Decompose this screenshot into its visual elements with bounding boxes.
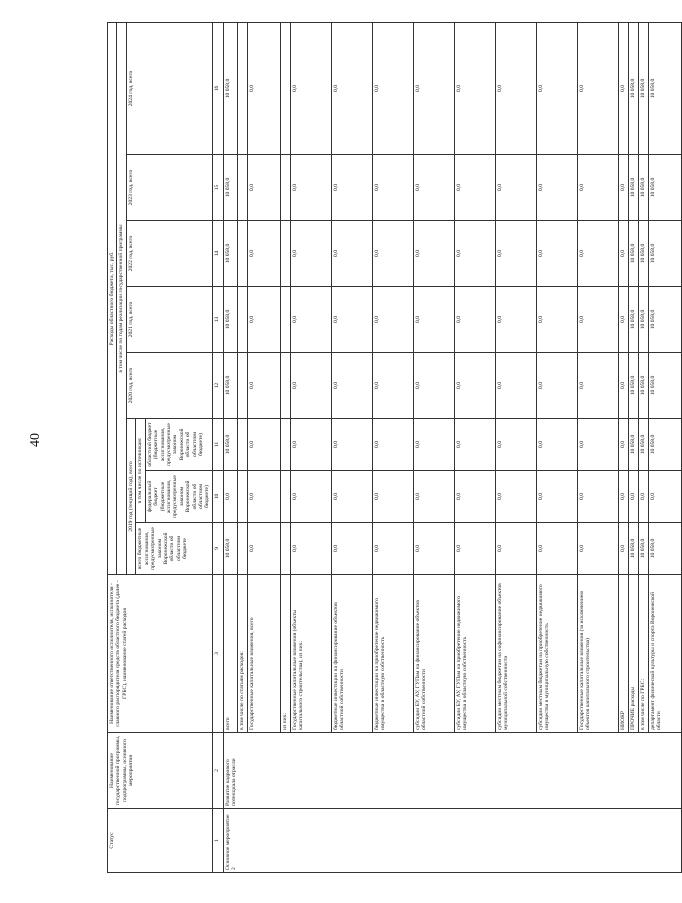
cell-value: 0,0 — [331, 471, 372, 523]
cell-value: 0,0 — [290, 353, 331, 419]
cell-value: 0,0 — [290, 523, 331, 575]
cell-value: 0,0 — [618, 155, 628, 221]
row-label: Государственные капитальные вложения, всего — [247, 575, 280, 733]
cell-value — [237, 221, 247, 287]
cell-value: 10 058,0 — [648, 523, 681, 575]
activity-name: Развитие кадрового потенциала отрасли — [223, 733, 681, 809]
cell-value: 0,0 — [495, 22, 536, 154]
cell-value: 0,0 — [577, 353, 618, 419]
cell-value: 10 058,0 — [628, 221, 638, 287]
cell-value: 0,0 — [454, 22, 495, 154]
cell-value: 10 058,0 — [638, 155, 648, 221]
cell-value: 0,0 — [618, 353, 628, 419]
cell-value — [237, 287, 247, 353]
cell-value: 0,0 — [454, 221, 495, 287]
row-label: субсидии БУ, АУ, ГУПам на финансирование объектов областной собственности — [413, 575, 454, 733]
cell-value: 0,0 — [247, 471, 280, 523]
cell-value: 0,0 — [413, 22, 454, 154]
cell-value: 0,0 — [495, 221, 536, 287]
cell-value: 0,0 — [413, 353, 454, 419]
cell-value: 0,0 — [577, 523, 618, 575]
cell-value: 10 058,0 — [628, 287, 638, 353]
cell-value: 10 058,0 — [648, 353, 681, 419]
cell-value: 0,0 — [495, 155, 536, 221]
header-expenses-caption: Расходы областного бюджета, тыс. руб. — [108, 22, 117, 574]
cell-value: 0,0 — [413, 471, 454, 523]
cell-value — [280, 353, 290, 419]
cell-value: 0,0 — [331, 22, 372, 154]
budget-table — [107, 22, 682, 873]
cell-value: 0,0 — [618, 523, 628, 575]
cell-value: 10 058,0 — [648, 22, 681, 154]
page-number: 40 — [28, 433, 43, 447]
cell-value: 0,0 — [536, 221, 577, 287]
cell-value: 10 058,0 — [648, 155, 681, 221]
cell-value: 0,0 — [372, 353, 413, 419]
cell-value: 0,0 — [628, 471, 638, 523]
cell-value: 0,0 — [247, 221, 280, 287]
cell-value: 0,0 — [247, 22, 280, 154]
cell-value: 0,0 — [648, 471, 681, 523]
header-year-2019: 2019 год (текущий год), всего — [126, 419, 135, 575]
cell-value: 0,0 — [413, 221, 454, 287]
cell-value: 0,0 — [290, 221, 331, 287]
cell-value: 0,0 — [577, 221, 618, 287]
row-label: в том числе по статьям расходов: — [237, 575, 247, 733]
cell-value: 0,0 — [372, 22, 413, 154]
cell-value: 0,0 — [495, 419, 536, 471]
cell-value: 10 058,0 — [648, 419, 681, 471]
cell-value: 0,0 — [331, 221, 372, 287]
column-number: 14 — [212, 221, 223, 287]
cell-value: 0,0 — [413, 523, 454, 575]
row-label: департамент физической культуры и спорта Воронежской области — [648, 575, 681, 733]
cell-value — [280, 221, 290, 287]
cell-value: 10 058,0 — [223, 221, 237, 287]
row-label: бюджетные инвестиции на финансирование объектов областной собственности — [331, 575, 372, 733]
cell-value: 0,0 — [618, 471, 628, 523]
cell-value — [237, 523, 247, 575]
column-number: 9 — [212, 523, 223, 575]
header-col-2023: 2023 год, всего — [126, 155, 212, 221]
row-label: из них: — [280, 575, 290, 733]
header-col-total: всего бюджетные ассигнования, предусмотренные законом Воронежской области об областном бюджете — [136, 523, 213, 575]
cell-value: 0,0 — [331, 419, 372, 471]
cell-value: 0,0 — [290, 155, 331, 221]
cell-value: 0,0 — [536, 155, 577, 221]
cell-value: 0,0 — [413, 155, 454, 221]
cell-value: 10 058,0 — [223, 155, 237, 221]
cell-value: 0,0 — [247, 523, 280, 575]
cell-value: 0,0 — [618, 22, 628, 154]
cell-value: 0,0 — [413, 287, 454, 353]
column-number: 3 — [212, 575, 223, 733]
cell-value: 10 058,0 — [638, 419, 648, 471]
cell-value: 0,0 — [454, 471, 495, 523]
header-sources-caption: в том числе по источникам: — [136, 419, 145, 523]
cell-value: 0,0 — [577, 471, 618, 523]
row-label: в том числе по ГРБС: — [638, 575, 648, 733]
cell-value — [280, 523, 290, 575]
cell-value: 10 058,0 — [223, 22, 237, 154]
cell-value — [280, 471, 290, 523]
cell-value: 0,0 — [372, 419, 413, 471]
header-executor: Наименование ответственного исполнителя, исполнителя - главного распорядителя средств областного бюджета (далее - ГРБС), наименование статей расходов — [108, 575, 213, 733]
cell-value: 10 058,0 — [638, 523, 648, 575]
cell-value: 10 058,0 — [638, 287, 648, 353]
cell-value: 0,0 — [618, 287, 628, 353]
cell-value: 10 058,0 — [223, 523, 237, 575]
row-label: всего — [223, 575, 237, 733]
header-col-federal: федеральный бюджет (бюджетные ассигнования, предусмотренные законом Воронежской области об областном бюджете) — [145, 471, 212, 523]
cell-value: 0,0 — [618, 221, 628, 287]
row-label: Государственные капитальные вложения (за исключением объектов капитального строительства) — [577, 575, 618, 733]
cell-value: 10 058,0 — [223, 353, 237, 419]
cell-value: 0,0 — [331, 353, 372, 419]
cell-value: 0,0 — [454, 155, 495, 221]
cell-value — [237, 419, 247, 471]
row-label: бюджетные инвестиции на приобретение недвижимого имущества в областную собственность — [372, 575, 413, 733]
cell-value: 0,0 — [290, 419, 331, 471]
cell-value: 0,0 — [454, 419, 495, 471]
column-number: 10 — [212, 471, 223, 523]
cell-value: 10 058,0 — [628, 155, 638, 221]
cell-value: 0,0 — [536, 523, 577, 575]
cell-value: 10 058,0 — [638, 221, 648, 287]
cell-value: 0,0 — [536, 22, 577, 154]
cell-value: 0,0 — [536, 353, 577, 419]
column-number: 13 — [212, 287, 223, 353]
activity-status: Основное мероприятие 2 — [223, 809, 681, 873]
cell-value: 0,0 — [331, 155, 372, 221]
rotated-table-sheet — [107, 23, 663, 873]
cell-value: 0,0 — [454, 353, 495, 419]
header-status: Статус — [108, 809, 213, 873]
cell-value: 0,0 — [372, 287, 413, 353]
cell-value: 0,0 — [454, 523, 495, 575]
cell-value: 10 058,0 — [628, 22, 638, 154]
header-program-name: Наименование государственной программы, подпрограммы, основного мероприятия — [108, 733, 213, 809]
cell-value: 10 058,0 — [648, 287, 681, 353]
cell-value: 0,0 — [372, 471, 413, 523]
row-label: НИОКР — [618, 575, 628, 733]
cell-value: 0,0 — [536, 287, 577, 353]
header-col-2024: 2024 год, всего — [126, 22, 212, 154]
cell-value: 0,0 — [372, 523, 413, 575]
cell-value: 0,0 — [495, 287, 536, 353]
cell-value — [237, 155, 247, 221]
cell-value: 0,0 — [247, 419, 280, 471]
cell-value — [237, 22, 247, 154]
cell-value: 0,0 — [577, 22, 618, 154]
column-number: 15 — [212, 155, 223, 221]
cell-value: 10 058,0 — [628, 419, 638, 471]
cell-value: 0,0 — [536, 471, 577, 523]
cell-value — [280, 22, 290, 154]
cell-value: 0,0 — [290, 471, 331, 523]
cell-value: 0,0 — [454, 287, 495, 353]
row-label: субсидии местным бюджетам на приобретение недвижимого имущества в муниципальную собственность — [536, 575, 577, 733]
column-number: 1 — [212, 809, 223, 873]
cell-value: 0,0 — [331, 523, 372, 575]
cell-value: 0,0 — [577, 155, 618, 221]
cell-value: 0,0 — [223, 471, 237, 523]
cell-value: 0,0 — [372, 155, 413, 221]
cell-value — [280, 287, 290, 353]
header-col-regional: областной бюджет (бюджетные ассигнования, предусмотренные законом Воронежской области об областном бюджете) — [145, 419, 212, 471]
cell-value: 10 058,0 — [223, 287, 237, 353]
column-number: 11 — [212, 419, 223, 471]
cell-value: 0,0 — [495, 523, 536, 575]
cell-value: 0,0 — [618, 419, 628, 471]
row-label: субсидии местным бюджетам на софинансирование объектов муниципальной собственности — [495, 575, 536, 733]
cell-value: 0,0 — [536, 419, 577, 471]
header-col-2021: 2021 год, всего — [126, 287, 212, 353]
cell-value: 0,0 — [413, 419, 454, 471]
cell-value — [237, 353, 247, 419]
cell-value: 0,0 — [331, 287, 372, 353]
cell-value: 0,0 — [638, 471, 648, 523]
cell-value — [280, 155, 290, 221]
table-row — [223, 22, 237, 872]
column-number: 12 — [212, 353, 223, 419]
cell-value — [280, 419, 290, 471]
cell-value: 10 058,0 — [648, 221, 681, 287]
column-number: 16 — [212, 22, 223, 154]
cell-value: 0,0 — [495, 353, 536, 419]
cell-value: 10 058,0 — [628, 353, 638, 419]
cell-value: 0,0 — [495, 471, 536, 523]
row-label: ПРОЧИЕ расходы — [628, 575, 638, 733]
cell-value: 0,0 — [247, 155, 280, 221]
cell-value: 10 058,0 — [223, 419, 237, 471]
cell-value: 10 058,0 — [638, 22, 648, 154]
cell-value: 0,0 — [290, 287, 331, 353]
cell-value: 0,0 — [372, 221, 413, 287]
header-col-2022: 2022 год, всего — [126, 221, 212, 287]
cell-value: 0,0 — [247, 287, 280, 353]
column-number-row — [212, 22, 223, 872]
cell-value: 0,0 — [577, 287, 618, 353]
column-number: 2 — [212, 733, 223, 809]
cell-value: 0,0 — [290, 22, 331, 154]
header-by-years-caption: в том числе по годам реализации государственной программы — [117, 22, 126, 574]
header-col-2020: 2020 год, всего — [126, 353, 212, 419]
cell-value: 10 058,0 — [638, 353, 648, 419]
cell-value: 0,0 — [247, 353, 280, 419]
cell-value: 0,0 — [577, 419, 618, 471]
cell-value — [237, 471, 247, 523]
row-label: субсидии БУ, АУ, ГУПам на приобретение недвижимого имущества в областную собственность — [454, 575, 495, 733]
row-label: Государственные капитальные вложения (объекты капитального строительства), из них: — [290, 575, 331, 733]
cell-value: 10 058,0 — [628, 523, 638, 575]
